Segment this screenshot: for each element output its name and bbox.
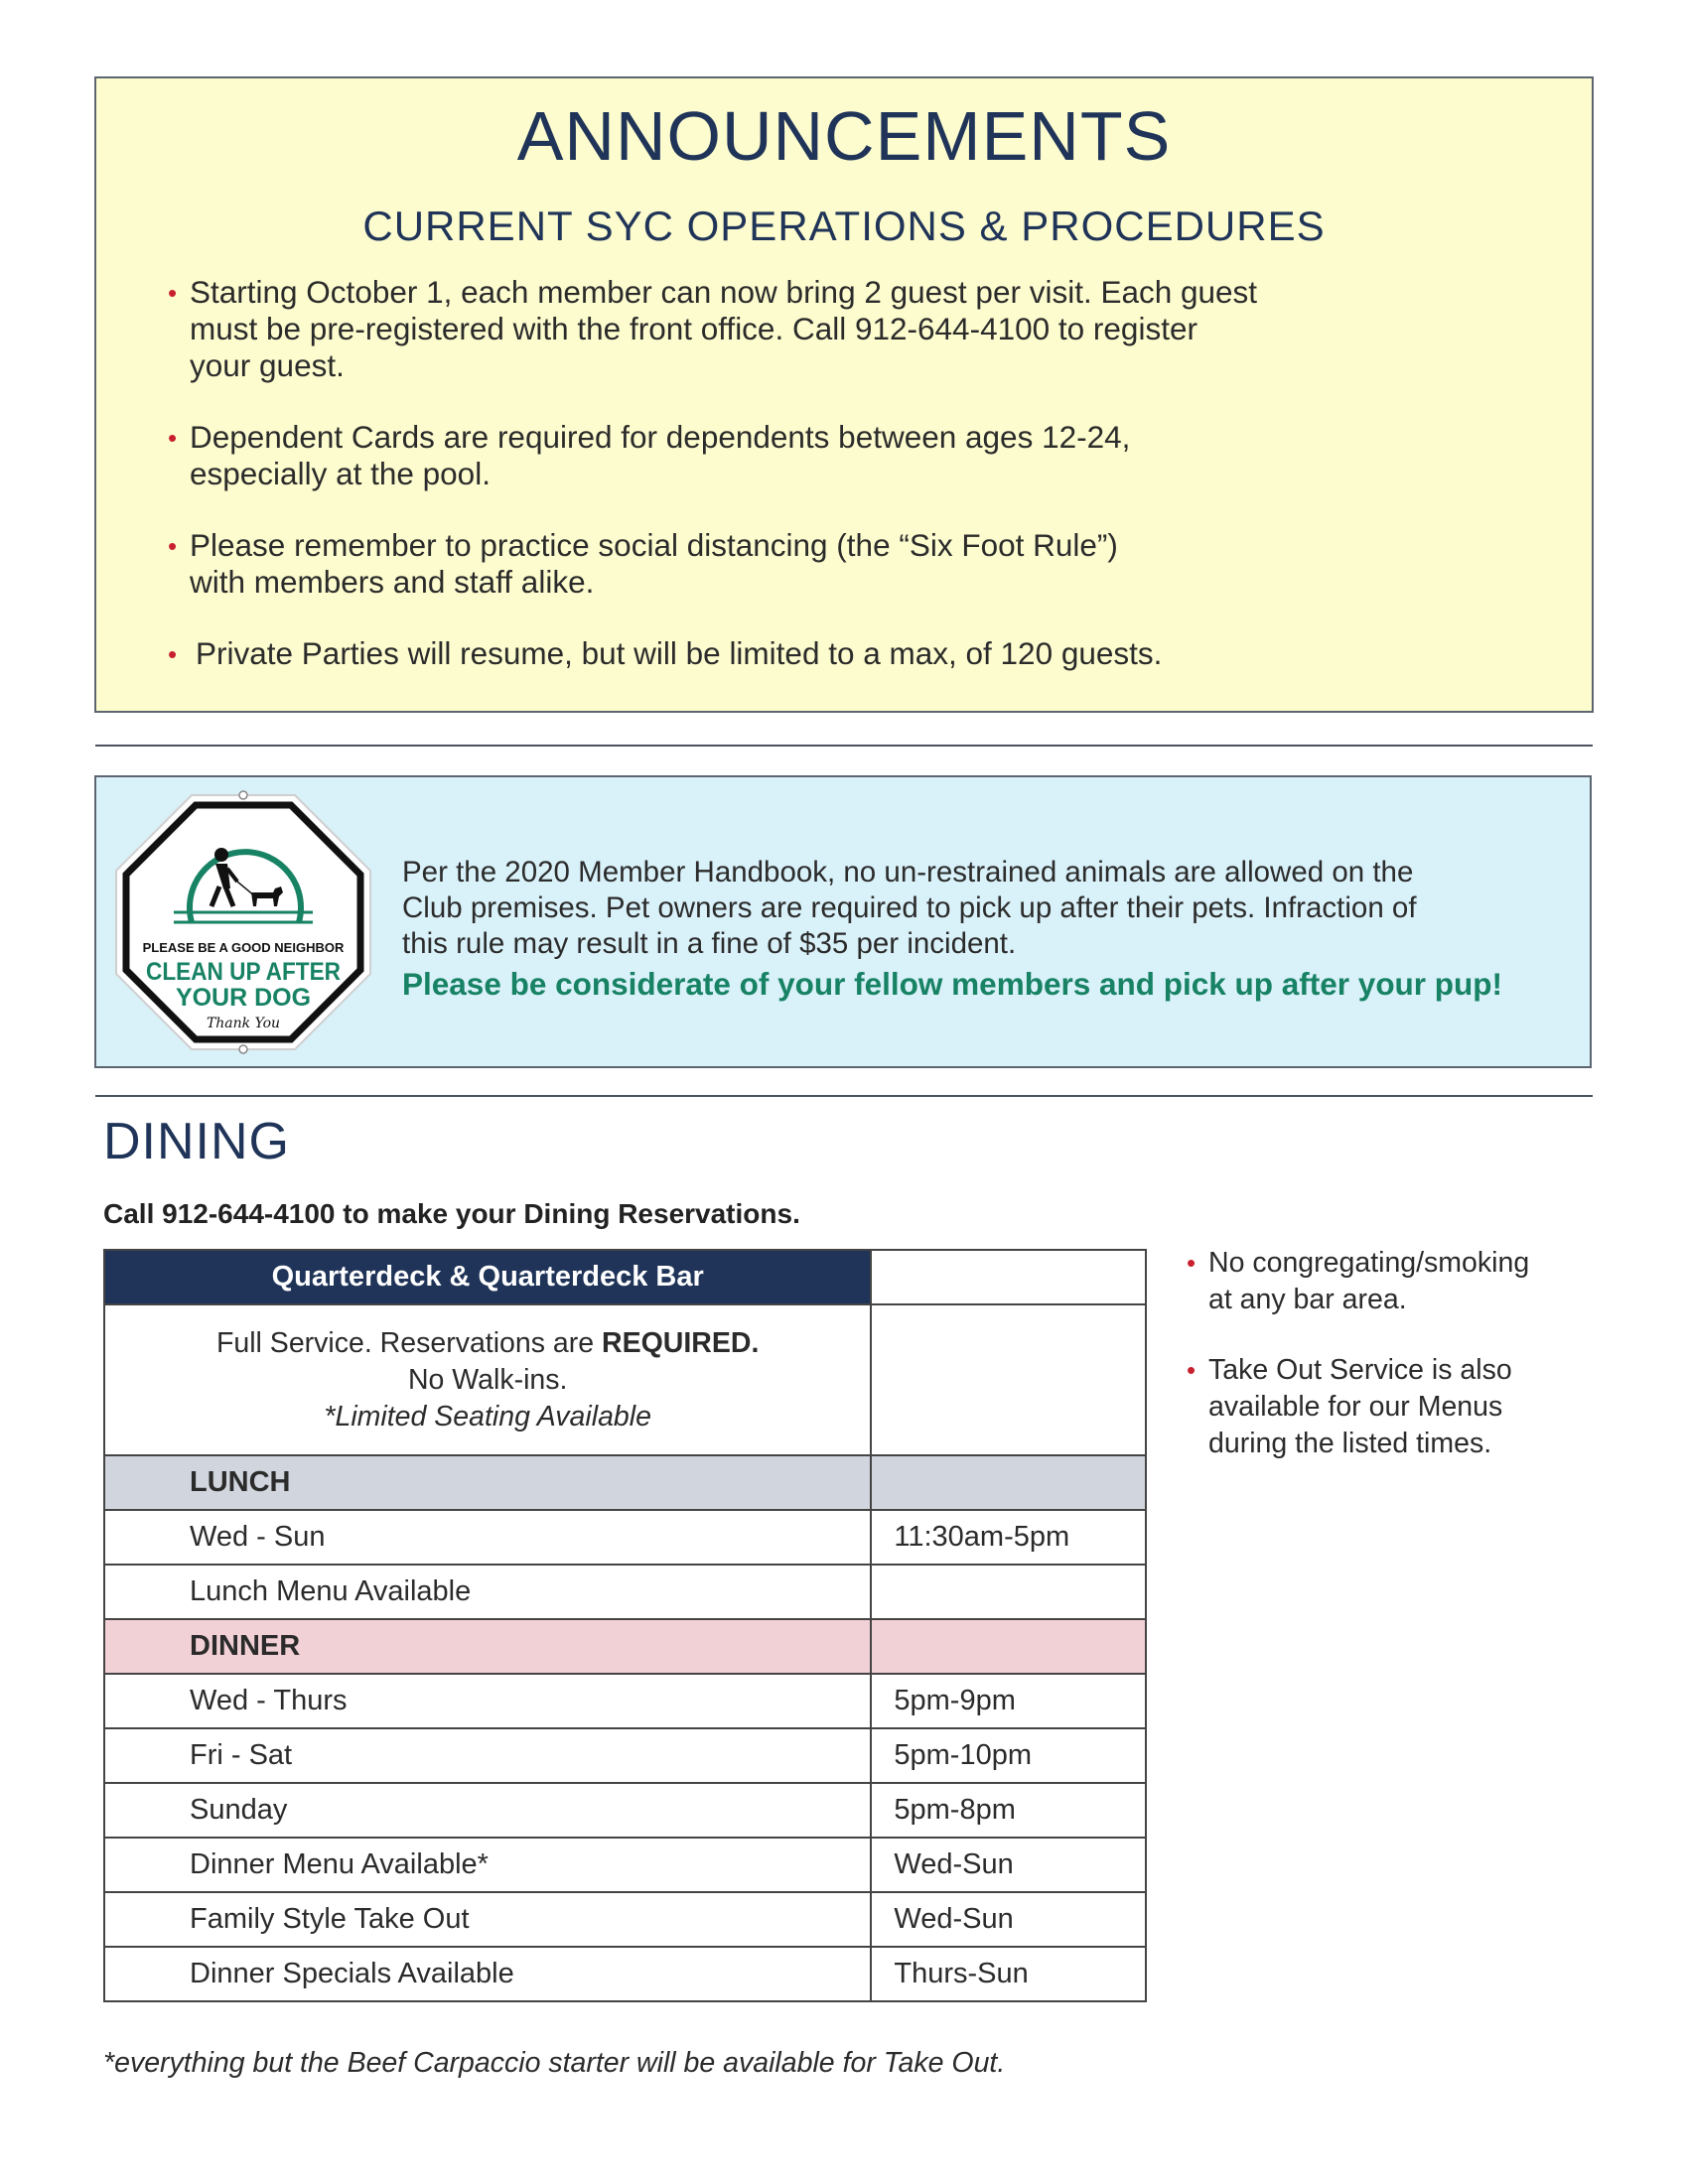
row-time: 5pm-8pm (871, 1783, 1146, 1838)
announcement-line: must be pre-registered with the front office. Call 912-644-4100 to register (190, 311, 1197, 346)
dinner-section-row (104, 1619, 1146, 1674)
row-label: Fri - Sat (104, 1728, 871, 1783)
dining-footnote: *everything but the Beef Carpaccio starter will be available for Take Out. (103, 2047, 1006, 2079)
row-label: Dinner Specials Available (104, 1947, 871, 2001)
pet-policy-line: Per the 2020 Member Handbook, no un-restrained animals are allowed on the (402, 856, 1414, 888)
pet-policy-line: Club premises. Pet owners are required to pick up after their pets. Infraction of (402, 891, 1417, 924)
pet-policy-emphasis: Please be considerate of your fellow members and pick up after your pup! (402, 966, 1503, 1002)
announcements-title: ANNOUNCEMENTS (516, 97, 1172, 175)
announcement-line: Dependent Cards are required for dependents between ages 12-24, (190, 419, 1131, 455)
section-divider (95, 1095, 1593, 1097)
lunch-label: LUNCH (104, 1455, 871, 1510)
table-cell-empty (871, 1455, 1146, 1510)
table-row (104, 1892, 1146, 1947)
announcements-subtitle: CURRENT SYC OPERATIONS & PROCEDURES (362, 203, 1326, 249)
table-row (104, 1674, 1146, 1728)
intro-line-1 (105, 1325, 870, 1362)
announcement-line: Please remember to practice social distancing (the “Six Foot Rule”) (190, 527, 1118, 563)
row-time: Wed-Sun (871, 1838, 1146, 1892)
bullet-icon: • (168, 639, 178, 669)
dining-reservation-call: Call 912-644-4100 to make your Dining Reservations. (103, 1198, 800, 1229)
intro-text: Full Service. Reservations are (215, 1326, 603, 1359)
side-note-line: at any bar area. (1208, 1284, 1407, 1315)
side-note-line: Take Out Service is also (1208, 1354, 1512, 1386)
sign-line-2: CLEAN UP AFTER (146, 958, 341, 986)
row-time: 11:30am-5pm (871, 1510, 1146, 1565)
table-row (104, 1947, 1146, 2001)
intro-line-3: *Limited Seating Available (324, 1400, 651, 1433)
table-cell-empty (871, 1304, 1146, 1455)
dining-hours-table (103, 1249, 1147, 2002)
table-row (104, 1728, 1146, 1783)
dining-side-notes (1187, 1245, 1604, 1496)
announcement-item-parties (168, 635, 1478, 672)
table-row-intro (104, 1304, 1146, 1455)
announcements-panel (94, 76, 1594, 713)
clean-up-after-dog-sign (110, 789, 376, 1055)
table-row (104, 1783, 1146, 1838)
table-header-row (104, 1250, 1146, 1304)
bullet-icon: • (168, 423, 178, 453)
pet-policy-text (402, 855, 1584, 962)
side-note-take-out (1187, 1352, 1604, 1462)
announcement-line: especially at the pool. (190, 456, 491, 491)
sign-line-1: PLEASE BE A GOOD NEIGHBOR (142, 940, 345, 955)
row-time: Wed-Sun (871, 1892, 1146, 1947)
announcement-line: Starting October 1, each member can now bring 2 guest per visit. Each guest (190, 274, 1258, 310)
dinner-label: DINNER (104, 1619, 871, 1674)
bullet-icon: • (1187, 1248, 1196, 1278)
announcement-line: Private Parties will resume, but will be limited to a max, of 120 guests. (196, 635, 1163, 671)
lunch-section-row (104, 1455, 1146, 1510)
table-cell-empty (871, 1250, 1146, 1304)
announcement-item-guests (168, 274, 1478, 384)
side-note-line: during the listed times. (1208, 1428, 1492, 1459)
announcement-item-dependents (168, 419, 1478, 492)
section-divider (95, 745, 1593, 747)
announcement-line: with members and staff alike. (190, 564, 595, 600)
table-cell-empty (871, 1619, 1146, 1674)
bullet-icon: • (1187, 1355, 1196, 1385)
row-time: Thurs-Sun (871, 1947, 1146, 2001)
row-label: Wed - Thurs (104, 1674, 871, 1728)
pet-policy-panel (94, 775, 1592, 1068)
row-label: Wed - Sun (104, 1510, 871, 1565)
row-time: 5pm-9pm (871, 1674, 1146, 1728)
row-label: Lunch Menu Available (104, 1565, 871, 1619)
intro-line-2: No Walk-ins. (407, 1363, 568, 1396)
table-row (104, 1510, 1146, 1565)
intro-required: REQUIRED. (602, 1326, 760, 1359)
row-time (871, 1565, 1146, 1619)
bullet-icon: • (168, 531, 178, 561)
sign-line-4: Thank You (206, 1016, 281, 1031)
row-label: Sunday (104, 1783, 871, 1838)
venue-intro (104, 1304, 871, 1455)
venue-header: Quarterdeck & Quarterdeck Bar (104, 1250, 871, 1304)
pet-policy-line: this rule may result in a fine of $35 per incident. (402, 927, 1017, 960)
dining-title: DINING (103, 1113, 290, 1170)
side-note-line: available for our Menus (1208, 1391, 1503, 1423)
table-row (104, 1565, 1146, 1619)
announcement-item-distancing (168, 527, 1478, 601)
announcements-list (168, 274, 1478, 707)
row-label: Family Style Take Out (104, 1892, 871, 1947)
bullet-icon: • (168, 278, 178, 308)
row-time: 5pm-10pm (871, 1728, 1146, 1783)
side-note-line: No congregating/smoking (1208, 1247, 1530, 1279)
announcement-line: your guest. (190, 347, 345, 383)
table-row (104, 1838, 1146, 1892)
row-label: Dinner Menu Available* (104, 1838, 871, 1892)
side-note-bar-area (1187, 1245, 1604, 1318)
sign-line-3: YOUR DOG (175, 984, 312, 1012)
